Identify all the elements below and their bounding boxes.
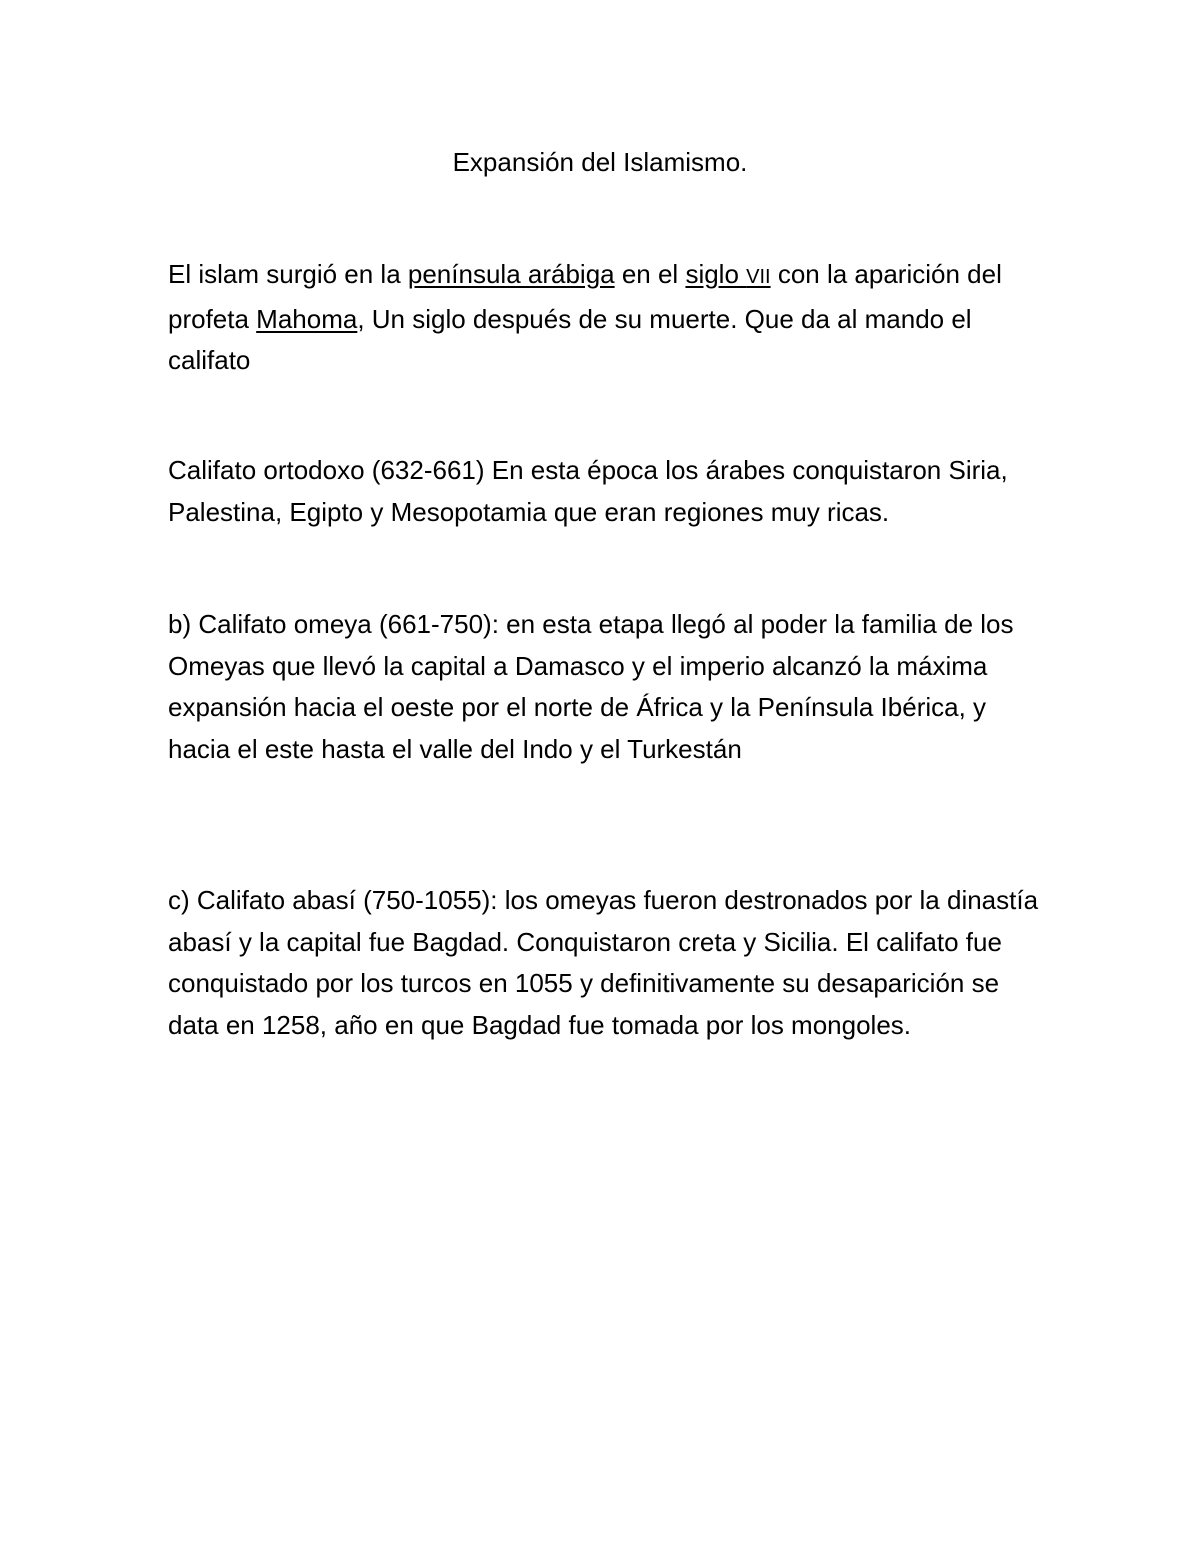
peninsula-arabiga-link[interactable]: península arábiga (407, 259, 615, 289)
omeya-caliphate-paragraph: b) Califato omeya (661-750): en esta etapa llegó al poder la familia de los Omeyas que llevó la capital a Damasco y el imperio alcanzó la máxima expansión hacia el oeste por el norte de África y la Península Ibérica, y hacia el este hasta el valle del Indo y el Turkestán (168, 609, 1014, 764)
intro-paragraph (168, 254, 1048, 382)
intro-text-4: , Un siglo después de su muerte. Que da al mando el califato (168, 303, 972, 375)
orthodox-caliphate-paragraph: Califato ortodoxo (632-661) En esta época los árabes conquistaron Siria, Palestina, Egipto y Mesopotamia que eran regiones muy ricas. (168, 455, 1008, 527)
intro-text-2: en el (614, 259, 686, 289)
intro-text-1: El islam surgió en la (168, 259, 408, 289)
siglo-vii-link[interactable] (685, 259, 770, 289)
mahoma-link[interactable]: Mahoma (256, 303, 358, 334)
siglo-word: siglo (685, 259, 747, 289)
abasi-caliphate-paragraph: c) Califato abasí (750-1055): los omeyas fueron destronados por la dinastía abasí y la capital fue Bagdad. Conquistaron creta y Sicilia. El califato fue conquistado por los turcos en 1055 y definitivamente su desaparición se data en 1258, año en que Bagdad fue tomada por los mongoles. (168, 885, 1039, 1040)
document-title: Expansión del Islamismo. (452, 147, 748, 177)
intro-text-3: con la aparición del profeta (168, 259, 1002, 334)
century-numeral: VII (746, 266, 771, 288)
